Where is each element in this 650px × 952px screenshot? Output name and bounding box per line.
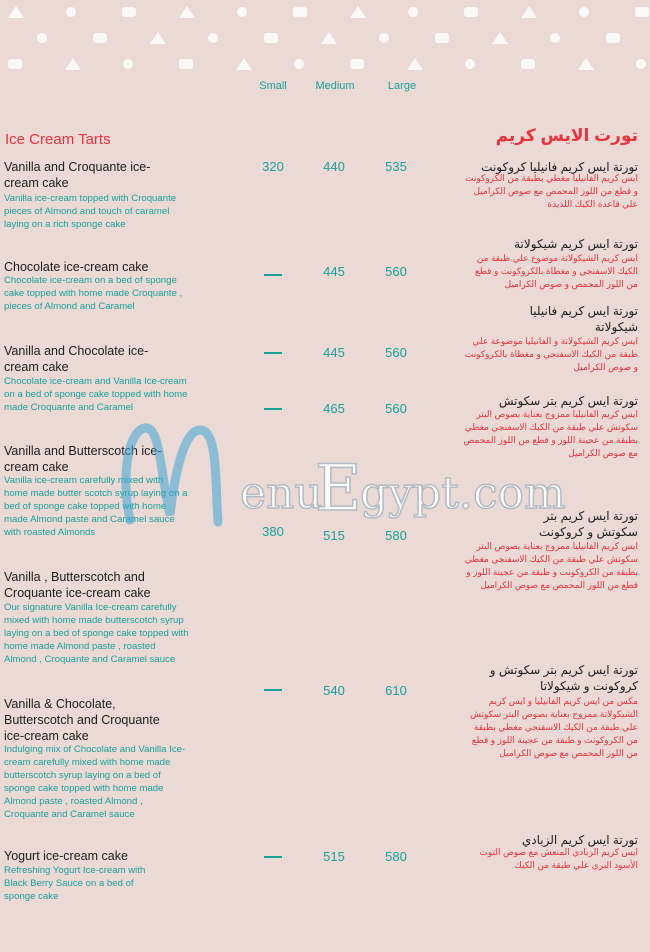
decorative-header-pattern bbox=[0, 0, 650, 78]
item-description: Indulging mix of Chocolate and Vanilla Ice-cream carefully mixed with home made butterscotch syrup laying on a bed of sponge cake topped with home made Almond paste , roasted Almond , Croquante and Caramel sauce bbox=[4, 744, 186, 821]
pattern-shape bbox=[579, 7, 589, 17]
item-name: Vanilla and Croquante ice-cream cake bbox=[4, 160, 151, 190]
item-description-ar: ايس كريم الفانيليا ممزوج بعناية بصوص البتر سكوتش علي طبقة من الكيك الاسفنجي مغطي بطبقة من عجينة اللوز و قطع من اللوز المحمص مع صوص الكراميل bbox=[463, 409, 638, 458]
item-name-ar: تورتة ايس كريم بتر سكوتش bbox=[498, 394, 638, 408]
pattern-shape bbox=[179, 6, 195, 18]
pattern-shape bbox=[350, 6, 366, 18]
svg-text:enu: enu bbox=[240, 468, 323, 519]
price-large: 560 bbox=[385, 401, 407, 416]
pattern-shape bbox=[8, 59, 22, 69]
price-medium: 445 bbox=[323, 345, 345, 360]
item-description: Vanilla ice-cream topped with Croquante pieces of Almond and touch of caramel laying on a rich sponge cake bbox=[4, 193, 177, 231]
pattern-shape bbox=[66, 7, 76, 17]
price-large: 580 bbox=[385, 528, 407, 543]
pattern-shape bbox=[93, 33, 107, 43]
price-small: 320 bbox=[262, 159, 284, 174]
svg-text:E: E bbox=[315, 452, 362, 526]
price-large: 535 bbox=[385, 159, 407, 174]
pattern-shape bbox=[379, 33, 389, 43]
pattern-shape bbox=[464, 7, 478, 17]
item-description: Our signature Vanilla Ice-cream carefully mixed with home made butterscotch syrup laying on a bed of sponge cake topped with home made Almond paste , roasted Almond , Croquante and Caramel sauce bbox=[4, 602, 189, 666]
pattern-shape bbox=[208, 33, 218, 43]
pattern-shape bbox=[550, 33, 560, 43]
pattern-shape bbox=[408, 7, 418, 17]
price-medium: 540 bbox=[323, 683, 345, 698]
price-small-unavailable bbox=[264, 274, 282, 276]
pattern-shape bbox=[521, 6, 537, 18]
pattern-shape bbox=[294, 59, 304, 69]
item-name: Vanilla and Chocolate ice-cream cake bbox=[4, 344, 149, 374]
pattern-shape bbox=[350, 59, 364, 69]
pattern-shape bbox=[606, 33, 620, 43]
price-medium: 515 bbox=[323, 849, 345, 864]
price-medium: 515 bbox=[323, 528, 345, 543]
section-title-en: Ice Cream Tarts bbox=[5, 131, 111, 148]
pattern-shape bbox=[37, 33, 47, 43]
item-description-ar: ايس كريم الشيكولاتة موضوع علي طبقة من الكيك الاسفنجي و مغطاة بالكروكونت و قطع من اللوز المحمص و صوص الكراميل bbox=[475, 253, 638, 289]
pattern-shape bbox=[179, 59, 193, 69]
pattern-shape bbox=[636, 59, 646, 69]
item-description-ar: مكس من ايس كريم الفانيليا و ايس كريم الشيكولاتة ممزوج بعناية بصوص البتر سكوتش علي طبقة من الكيك الاسفنجي مغطي بطبقة من الكروكونت و طبقة من عجينة اللوز و قطع من اللوز المحمص مع صوص الكراميل bbox=[470, 696, 638, 758]
price-small: 380 bbox=[262, 524, 284, 539]
pattern-shape bbox=[122, 7, 136, 17]
price-large: 560 bbox=[385, 264, 407, 279]
item-description: Refreshing Yogurt Ice-cream with Black Berry Sauce on a bed of sponge cake bbox=[4, 865, 146, 903]
section-title-ar: تورت الايس كريم bbox=[495, 126, 638, 145]
price-small-unavailable bbox=[264, 856, 282, 858]
item-description: Chocolate ice-cream and Vanilla Ice-cream on a bed of sponge cake topped with home made Croquante and Caramel bbox=[4, 376, 188, 414]
size-header-medium: Medium bbox=[315, 80, 355, 92]
pattern-shape bbox=[578, 58, 594, 70]
pattern-shape bbox=[492, 32, 508, 44]
pattern-shape bbox=[407, 58, 423, 70]
pattern-shape bbox=[236, 58, 252, 70]
item-name-ar: تورتة ايس كريم بتر سكوتش و كروكونت و شيكولاتا bbox=[489, 663, 638, 693]
pattern-shape bbox=[321, 32, 337, 44]
pattern-shape bbox=[293, 7, 307, 17]
item-name-ar: تورتة ايس كريم فانيليا شيكولاتة bbox=[529, 304, 638, 334]
price-small-unavailable bbox=[264, 352, 282, 354]
item-name: Vanilla & Chocolate, Butterscotch and Croquante ice-cream cake bbox=[4, 697, 160, 743]
item-name-ar: تورتة ايس كريم شيكولاتة bbox=[514, 237, 638, 251]
item-name-ar: تورتة ايس كريم بتر سكوتش و كروكونت bbox=[538, 509, 638, 539]
item-description: Vanilla ice-cream carefully mixed with home made butter scotch syrup laying on a bed of sponge cake topped with home made Almond paste and Caramel sauce with roasted Almonds bbox=[4, 475, 188, 539]
price-medium: 440 bbox=[323, 159, 345, 174]
size-header-large: Large bbox=[387, 80, 417, 92]
price-medium: 465 bbox=[323, 401, 345, 416]
item-name-ar: تورتة ايس كريم فانيليا كروكونت bbox=[481, 160, 638, 174]
item-description-ar: ايس كريم الفانيليا مغطي بطبقة من الكروكونت و قطع من اللوز المحمص مع صوص الكراميل علي قاعدة الكيك اللذيذة bbox=[465, 173, 638, 209]
item-description: Chocolate ice-cream on a bed of sponge cake topped with home made Croquante , pieces of Almond and Caramel bbox=[4, 275, 183, 313]
price-large: 560 bbox=[385, 345, 407, 360]
item-description-ar: ايس كريم الشيكولاتة و الفانيليا موضوعة علي طبقة من الكيك الاسفنجي و مغطاة بالكروكونت و صوص الكراميل bbox=[464, 336, 638, 372]
pattern-shape bbox=[264, 33, 278, 43]
item-description-ar: ايس كريم الزبادي المنعش مع صوص التوت الأسود البري علي طبقة من الكيك bbox=[479, 847, 638, 870]
price-large: 580 bbox=[385, 849, 407, 864]
pattern-shape bbox=[150, 32, 166, 44]
price-small-unavailable bbox=[264, 689, 282, 691]
item-name: Vanilla and Butterscotch ice-cream cake bbox=[4, 444, 162, 474]
pattern-shape bbox=[123, 59, 133, 69]
item-name: Vanilla , Butterscotch and Croquante ice-cream cake bbox=[4, 570, 151, 600]
pattern-shape bbox=[65, 58, 81, 70]
pattern-shape bbox=[435, 33, 449, 43]
svg-text:gypt.com: gypt.com bbox=[360, 468, 566, 519]
size-header-small: Small bbox=[259, 80, 287, 92]
price-medium: 445 bbox=[323, 264, 345, 279]
pattern-shape bbox=[237, 7, 247, 17]
item-name-ar: تورتة ايس كريم الزبادي bbox=[521, 833, 638, 847]
price-large: 610 bbox=[385, 683, 407, 698]
item-description-ar: ايس كريم الفانيليا ممزوج بعناية بصوص البتر سكوتش علي طبقة من الكيك الاسفنجي مغطي بطبقة من الكروكونت و طبقة من عجينة اللوز و قطع من اللوز المحمص مع صوص الكراميل bbox=[464, 541, 638, 590]
item-name: Chocolate ice-cream cake bbox=[4, 260, 149, 274]
pattern-shape bbox=[635, 7, 649, 17]
item-name: Yogurt ice-cream cake bbox=[4, 849, 128, 863]
price-small-unavailable bbox=[264, 408, 282, 410]
pattern-shape bbox=[465, 59, 475, 69]
pattern-shape bbox=[521, 59, 535, 69]
pattern-shape bbox=[8, 6, 24, 18]
